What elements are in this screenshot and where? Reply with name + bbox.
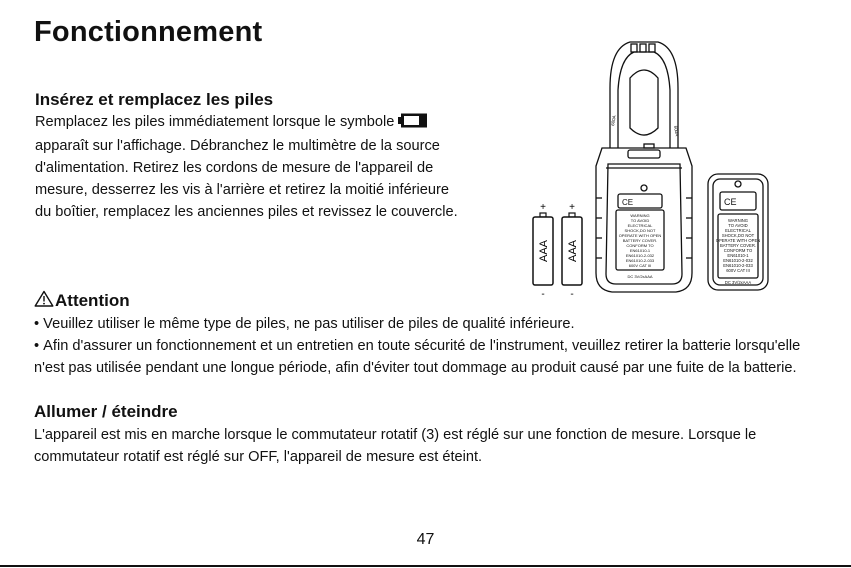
- meter-warning-line: BATTERY COVER.: [622, 238, 658, 243]
- cover-warning-line: CONFORM TO: [723, 248, 753, 253]
- bullet-dot-icon: •: [34, 338, 44, 354]
- battery-line-1-text: Remplacez les piles immédiatement lorsque le symbole: [35, 114, 395, 130]
- page-bottom-divider: [0, 565, 851, 567]
- aaa-battery-1: [533, 202, 553, 300]
- battery-replacement-figure: [510, 38, 830, 300]
- cover-warning-line: EN61010-1: [727, 253, 749, 258]
- battery-paragraph: [35, 111, 458, 223]
- attention-bullet-1-text: Veuillez utiliser le même type de piles, ne pas utiliser de piles de qualité inférieure.: [43, 316, 575, 332]
- attention-heading: [34, 290, 130, 312]
- attention-heading-text: Attention: [55, 291, 130, 310]
- cover-warning-line: EN61010-2-032: [723, 258, 753, 263]
- meter-warning-line: SHOCK,DO NOT: [624, 228, 656, 233]
- meter-warning-title: WARNING: [630, 213, 650, 218]
- power-line-1: L'appareil est mis en marche lorsque le commutateur rotatif (3) est réglé sur une fonction de mesure. Lorsque le: [34, 427, 757, 443]
- power-paragraph: [34, 424, 756, 468]
- meter-warning-line: ELECTRICAL: [627, 223, 653, 228]
- cover-warning-line: ELECTRICAL: [725, 228, 751, 233]
- meter-warning-line: 600V CAT III: [628, 263, 652, 268]
- page-number: 47: [416, 531, 435, 548]
- meter-warning-line: EN61010-2-033: [625, 258, 655, 263]
- power-heading: Allumer / éteindre: [34, 402, 178, 421]
- battery-line-2: apparaît sur l'affichage. Débranchez le multimètre de la source: [35, 138, 440, 154]
- page-title: Fonctionnement: [34, 16, 263, 48]
- battery-low-icon: [398, 113, 428, 135]
- meter-ce-mark: CE: [622, 198, 634, 207]
- jaw-label-left: 600A: [610, 114, 617, 127]
- meter-warning-line: CONFORM TO: [626, 243, 654, 248]
- battery-line-5: du boîtier, remplacez les anciennes piles et revissez le couvercle.: [35, 204, 458, 220]
- battery-1-label: AAA: [538, 239, 550, 263]
- meter-warning-line: OPERATE WITH OPEN: [618, 233, 662, 238]
- cover-warning-title: WARNING: [727, 218, 749, 223]
- attention-continuation: n'est pas utilisée pendant une longue période, afin d'éviter tout dommage au produit causé par une fuite de la batterie.: [34, 360, 797, 376]
- battery-heading: Insérez et remplacez les piles: [35, 90, 274, 109]
- battery-line-3: d'alimentation. Retirez les cordons de mesure de l'appareil de: [35, 160, 434, 176]
- meter-warning-line: EN61010-2-032: [625, 253, 655, 258]
- cover-warning-line: OPERATE WITH OPEN: [715, 238, 761, 243]
- cover-warning-line: 600V CAT III: [726, 268, 750, 273]
- meter-warning-line: EN61010-1: [629, 248, 651, 253]
- cover-warning-line: BATTERY COVER.: [719, 243, 757, 248]
- cover-warning-line: EN61010-2-033: [723, 263, 753, 268]
- meter-warning-text: [619, 213, 662, 279]
- battery-line-1: [35, 111, 458, 135]
- battery-2-label: AAA: [567, 239, 579, 263]
- warning-triangle-icon: [34, 290, 54, 312]
- power-line-2: commutateur rotatif est réglé sur OFF, l'appareil de mesure est éteint.: [34, 449, 483, 465]
- cover-warning-text: [716, 218, 761, 285]
- battery-line-4: mesure, desserrez les vis à l'arrière et retirez la moitié inférieure: [35, 182, 449, 198]
- attention-bullet-2-text: Afin d'assurer un fonctionnement et un entretien en toute sécurité de l'instrument, veuillez retirer la batterie lorsqu'elle: [43, 338, 801, 354]
- battery-2-plus: +: [569, 202, 575, 213]
- cover-warning-line: TO AVOID: [728, 223, 748, 228]
- meter-battery-spec: DC 3V/2xAAA: [627, 274, 653, 279]
- battery-1-minus: -: [541, 289, 545, 300]
- attention-bullet-2: [34, 335, 800, 357]
- cover-battery-spec: DC 3V/2xAAA: [724, 280, 752, 285]
- attention-list: [34, 313, 800, 379]
- cover-warning-line: SHOCK,DO NOT: [721, 233, 755, 238]
- attention-bullet-1: [34, 313, 800, 335]
- battery-1-plus: +: [540, 202, 546, 213]
- jaw-label-right: 600A: [673, 125, 680, 137]
- aaa-battery-2: [562, 202, 582, 300]
- bullet-dot-icon: •: [34, 316, 44, 332]
- cover-ce-mark: CE: [724, 197, 737, 207]
- battery-2-minus: -: [570, 289, 574, 300]
- meter-warning-line: TO AVOID: [630, 218, 650, 223]
